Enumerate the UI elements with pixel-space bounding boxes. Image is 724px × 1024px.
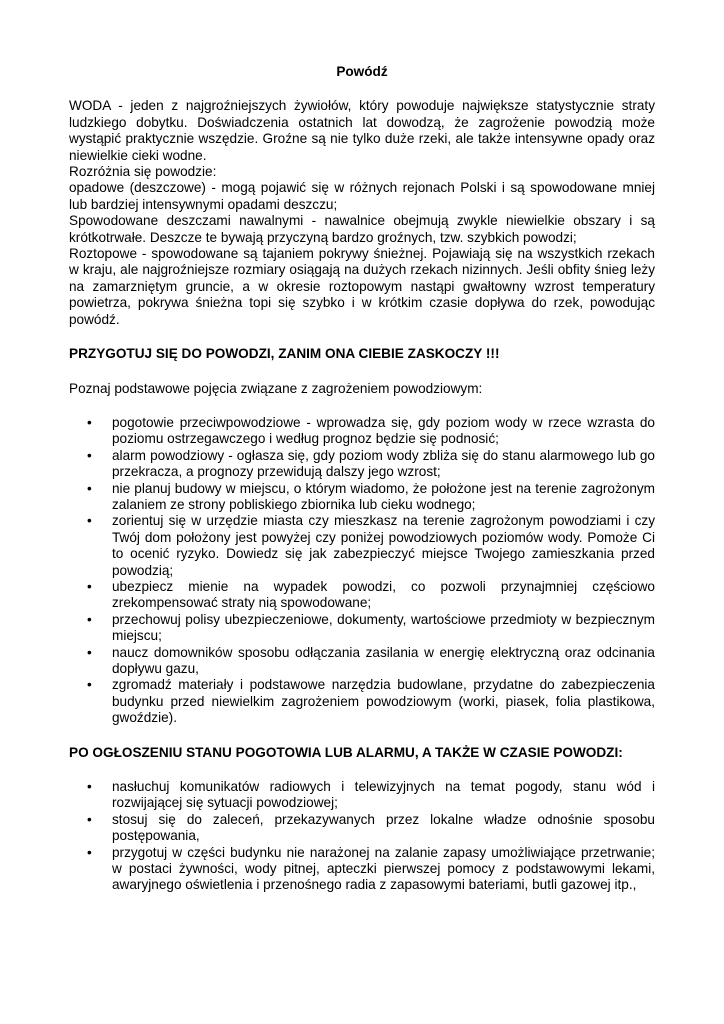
bullet-icon: • [87,779,92,795]
list-item-text: zorientuj się w urzędzie miasta czy mieszkasz na terenie zagrożonym powodziami i czy Twój dom położony jest powyżej czy poniżej powodziowych poziomów wody. Pomoże Ci to ocenić ryzyko. Dowiedz się jak zabezpieczyć miejsce Twojego zamieszkania przed powodzią; [112,513,655,578]
list-item-text: zgromadź materiały i podstawowe narzędzia budowlane, przydatne do zabezpieczenia budynku przed niewielkim zagrożeniem powodziowym (worki, piasek, folia plastikowa, gwoździe). [112,677,655,726]
bullet-icon: • [87,677,92,693]
section2-heading: PO OGŁOSZENIU STANU POGOTOWIA LUB ALARMU, A TAKŻE W CZASIE POWODZI: [69,744,623,760]
intro-paragraph-2: Rozróżnia się powodzie: [69,164,217,180]
bullet-icon: • [87,480,92,496]
section1-heading: PRZYGOTUJ SIĘ DO POWODZI, ZANIM ONA CIEBIE ZASKOCZY !!! [69,346,500,362]
intro-paragraph-1: WODA - jeden z najgroźniejszych żywiołów, który powoduje największe statystycznie straty ludzkiego dobytku. Doświadczenia ostatnich lat dowodzą, że zagrożenie powodzią może wystąpić praktycznie wszędzie. Groźne są nie tylko duże rzeki, ale także intensywne opady oraz niewielkie cieki wodne. [69,98,655,163]
list-item [69,645,655,678]
list-item [69,677,655,726]
section2-list [69,779,655,894]
list-item [69,481,655,514]
document-page [69,64,655,912]
list-item-text: naucz domowników sposobu odłączania zasilania w energię elektryczną oraz odcinania dopływu gazu, [112,644,655,676]
list-item [69,513,655,579]
intro-paragraph-4: Spowodowane deszczami nawalnymi - nawalnice obejmują zwykle niewielkie obszary i są krótkotrwałe. Deszcze te bywają przyczyną bardzo groźnych, tzw. szybkich powodzi; [69,213,655,245]
list-item-text: nie planuj budowy w miejscu, o którym wiadomo, że położone jest na terenie zagrożonym zalaniem ze strony pobliskiego zbiornika lub cieku wodnego; [112,480,655,512]
list-item-text: przechowuj polisy ubezpieczeniowe, dokumenty, wartościowe przedmioty w bezpiecznym miejscu; [112,611,655,644]
list-item-text: nasłuchuj komunikatów radiowych i telewizyjnych na temat pogody, stanu wód i rozwijającej się sytuacji powodziowej; [112,779,655,811]
list-item-text: stosuj się do zaleceń, przekazywanych przez lokalne władze odnośnie sposobu postępowania, [112,811,655,844]
intro-paragraph-3: opadowe (deszczowe) - mogą pojawić się w różnych rejonach Polski i są spowodowane mniej lub bardziej intensywnymi opadami deszczu; [69,180,655,212]
list-item [69,812,655,845]
bullet-icon: • [87,644,92,660]
bullet-icon: • [87,611,92,627]
list-item-text: przygotuj w części budynku nie narażonej na zalanie zapasy umożliwiające przetrwanie; w postaci żywności, wody pitnej, apteczki pierwszej pomocy z podstawowymi lekami, awaryjnego oświetlenia i przenośnego radia z zapasowymi bateriami, butli gazowej itp., [112,844,655,893]
list-item [69,612,655,645]
document-title: Powódź [336,64,388,79]
list-item [69,448,655,481]
bullet-icon: • [87,578,92,594]
list-item [69,579,655,612]
list-item-text: pogotowie przeciwpowodziowe - wprowadza się, gdy poziom wody w rzece wzrasta do poziomu ostrzegawczego i według prognoz będzie się podnosić; [112,414,655,447]
bullet-icon: • [87,414,92,430]
list-item [69,845,655,894]
section1-intro: Poznaj podstawowe pojęcia związane z zagrożeniem powodziowym: [69,380,483,396]
list-item-text: ubezpiecz mienie na wypadek powodzi, co pozwoli przynajmniej częściowo zrekompensować straty nią spowodowane; [112,578,655,611]
list-item [69,415,655,448]
bullet-icon: • [87,447,92,463]
list-item [69,779,655,812]
intro-paragraph-5: Roztopowe - spowodowane są tajaniem pokrywy śnieżnej. Pojawiają się na wszystkich rzekach w kraju, ale najgroźniejsze rozmiary osiągają na dużych rzekach nizinnych. Jeśli obfity śnieg leży na zamarzniętym gruncie, a w okresie roztopowym nastąpi gwałtowny wzrost temperatury powietrza, pokrywa śnieżna topi się szybko i w krótkim czasie dopływa do rzek, powodując powódź. [69,246,655,327]
bullet-icon: • [87,811,92,827]
section1-list [69,415,655,727]
bullet-icon: • [87,844,92,860]
bullet-icon: • [87,513,92,529]
list-item-text: alarm powodziowy - ogłasza się, gdy poziom wody zbliża się do stanu alarmowego lub go przekracza, a prognozy przewidują dalszy jego wzrost; [112,447,655,480]
